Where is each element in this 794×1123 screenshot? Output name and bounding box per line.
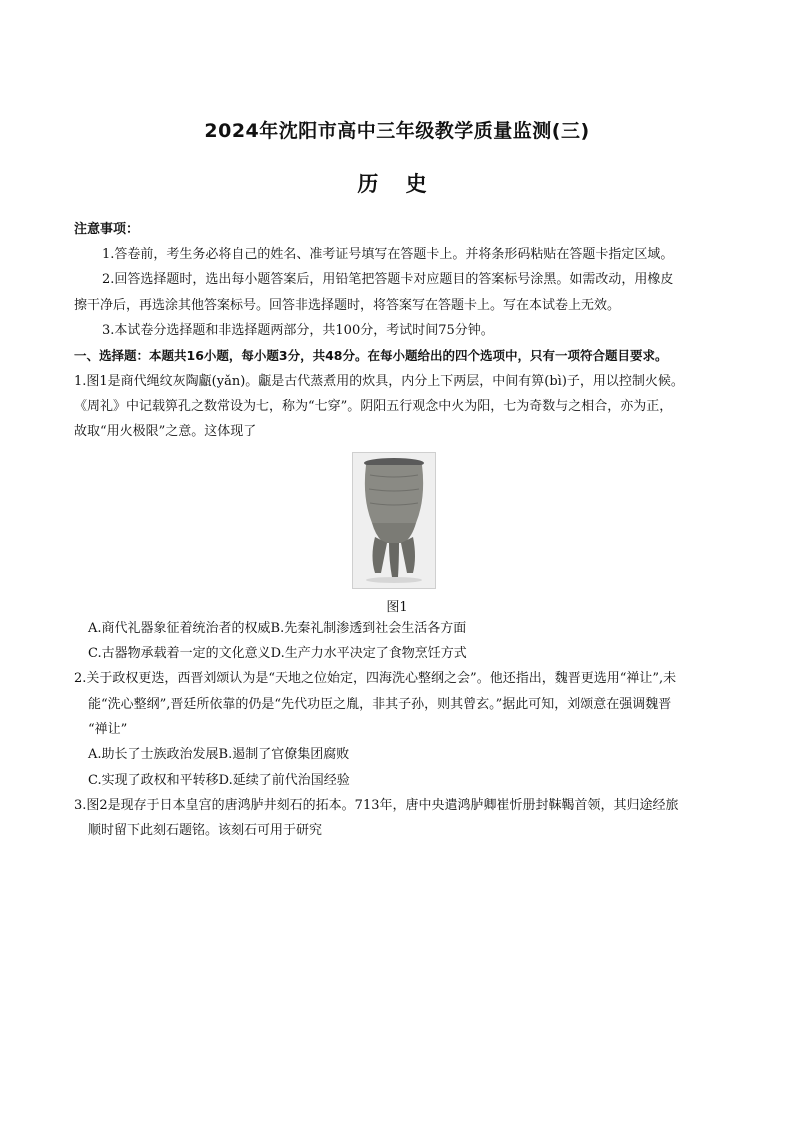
- q3-stem-line-1: 3.图2是现存于日本皇宫的唐鸿胪井刻石的拓本。713年，唐中央遣鸿胪卿崔忻册封靺鞨首领，其归途经旅: [74, 798, 679, 813]
- subject-title: 历 史: [357, 172, 437, 196]
- notice-heading: 注意事项：: [74, 222, 140, 237]
- q1-stem-line-1: 1.图1是商代绳纹灰陶甗(yǎn)。甗是古代蒸煮用的炊具，内分上下两层，中间有箅(bì)子，用以控制火候。: [74, 374, 684, 389]
- pottery-yan-photo: [352, 452, 436, 589]
- notice-item-2-line-2: 擦干净后，再选涂其他答案标号。回答非选择题时，将答案写在答题卡上。写在本试卷上无效。: [74, 298, 621, 313]
- notice-item-2-line-1: 2.回答选择题时，选出每小题答案后，用铅笔把答题卡对应题目的答案标号涂黑。如需改动，用橡皮: [102, 272, 674, 287]
- q3-stem-line-2: 顺时留下此刻石题铭。该刻石可用于研究: [88, 823, 323, 838]
- q1-options-ab: A.商代礼器象征着统治者的权威B.先秦礼制渗透到社会生活各方面: [88, 621, 467, 636]
- q1-options-cd: C.古器物承载着一定的文化意义D.生产力水平决定了食物烹饪方式: [88, 646, 467, 661]
- figure-1-caption: 图1: [386, 600, 408, 615]
- exam-title: 2024年沈阳市高中三年级教学质量监测(三): [204, 120, 590, 142]
- section-1-heading: 一、选择题：本题共16小题，每小题3分，共48分。在每小题给出的四个选项中，只有一项符合题目要求。: [74, 348, 668, 363]
- q2-options-ab: A.助长了士族政治发展B.遏制了官僚集团腐败: [88, 747, 350, 762]
- notice-item-3: 3.本试卷分选择题和非选择题两部分，共100分，考试时间75分钟。: [102, 323, 494, 338]
- q2-stem-line-1: 2.关于政权更迭，西晋刘颂认为是“天地之位始定，四海洗心整纲之会”。他还指出，魏晋更选用“禅让”,未: [74, 671, 677, 686]
- q1-stem-line-3: 故取“用火极限”之意。这体现了: [74, 424, 257, 439]
- q2-stem-line-3: “禅让”: [88, 722, 128, 737]
- q2-options-cd: C.实现了政权和平转移D.延续了前代治国经验: [88, 773, 350, 788]
- q1-stem-line-2: 《周礼》中记载箅孔之数常设为七，称为“七穿”。阴阳五行观念中火为阳，七为奇数与之相合，亦为正，: [74, 399, 673, 414]
- notice-item-1: 1.答卷前，考生务必将自己的姓名、准考证号填写在答题卡上。并将条形码粘贴在答题卡指定区域。: [102, 247, 674, 262]
- pottery-yan-illustration: [353, 453, 435, 588]
- q2-stem-line-2: 能“洗心整纲”,晋廷所依靠的仍是“先代功臣之胤，非其子孙，则其曾玄。”据此可知，刘颂意在强调魏晋: [88, 697, 672, 712]
